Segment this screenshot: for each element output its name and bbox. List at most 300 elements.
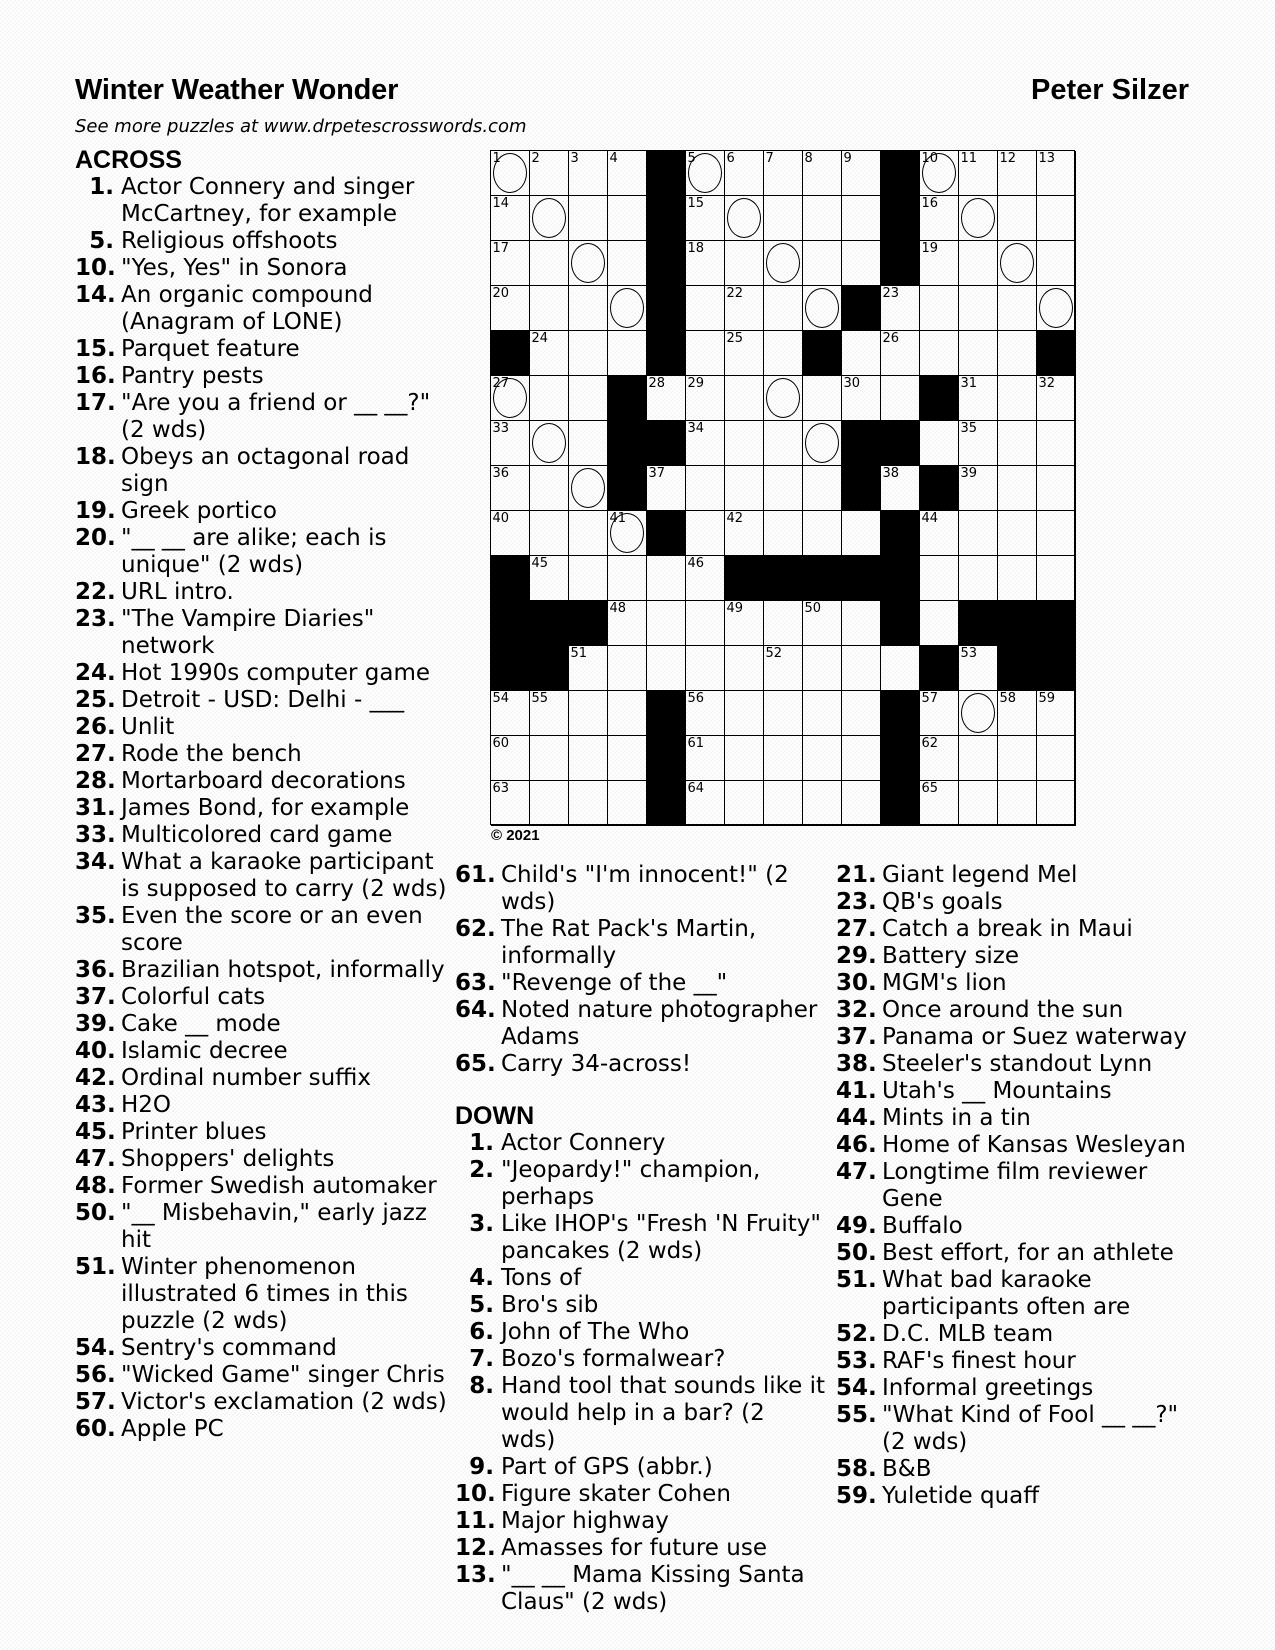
across-clue bbox=[75, 822, 447, 849]
grid-cell[interactable] bbox=[920, 511, 960, 557]
grid-cell[interactable] bbox=[920, 421, 960, 467]
grid-cell[interactable] bbox=[842, 241, 882, 287]
grid-cell[interactable] bbox=[920, 781, 960, 827]
black-square bbox=[881, 781, 921, 827]
grid-cell[interactable] bbox=[764, 286, 804, 332]
grid-cell[interactable] bbox=[959, 151, 999, 197]
grid-cell[interactable] bbox=[1037, 466, 1077, 512]
clue-text: Hand tool that sounds like it would help in a bar? (2 wds) bbox=[501, 1373, 826, 1453]
grid-cell[interactable] bbox=[959, 286, 999, 332]
grid-cell[interactable] bbox=[569, 646, 609, 692]
grid-cell[interactable] bbox=[881, 466, 921, 512]
clue-text: Islamic decree bbox=[121, 1038, 288, 1064]
clue-number: 29. bbox=[836, 943, 877, 969]
grid-cell[interactable] bbox=[1037, 556, 1077, 602]
clue-number: 9. bbox=[469, 1454, 494, 1480]
clue-number: 5. bbox=[89, 228, 114, 254]
grid-cell[interactable] bbox=[491, 781, 531, 827]
grid-cell[interactable] bbox=[569, 331, 609, 377]
clue-number: 6. bbox=[469, 1319, 494, 1345]
down-clue bbox=[836, 997, 1196, 1024]
across-clue bbox=[75, 525, 447, 579]
grid-cell[interactable] bbox=[530, 511, 570, 557]
down-clue bbox=[836, 1213, 1196, 1240]
grid-cell[interactable] bbox=[842, 331, 882, 377]
down-clue bbox=[836, 970, 1196, 997]
grid-cell[interactable] bbox=[491, 511, 531, 557]
grid-cell[interactable] bbox=[569, 511, 609, 557]
grid-cell[interactable] bbox=[842, 736, 882, 782]
down-clue bbox=[455, 1292, 825, 1319]
cell-number: 12 bbox=[999, 150, 1017, 166]
grid-cell[interactable] bbox=[803, 196, 843, 242]
clue-text: Multicolored card game bbox=[121, 822, 393, 848]
grid-cell[interactable] bbox=[530, 466, 570, 512]
grid-cell[interactable] bbox=[686, 151, 726, 197]
clue-number: 55. bbox=[836, 1402, 877, 1428]
grid-cell[interactable] bbox=[959, 196, 999, 242]
black-square bbox=[647, 331, 687, 377]
grid-cell[interactable] bbox=[530, 196, 570, 242]
grid-cell[interactable] bbox=[647, 466, 687, 512]
grid-cell[interactable] bbox=[803, 781, 843, 827]
grid-cell[interactable] bbox=[842, 151, 882, 197]
clue-number: 42. bbox=[75, 1065, 116, 1091]
grid-cell[interactable] bbox=[803, 376, 843, 422]
black-square bbox=[764, 556, 804, 602]
black-square bbox=[491, 646, 531, 692]
grid-cell[interactable] bbox=[725, 196, 765, 242]
snowflake-circle bbox=[961, 693, 996, 734]
clue-number: 11. bbox=[455, 1508, 496, 1534]
grid-cell[interactable] bbox=[1037, 781, 1077, 827]
clue-text: Best effort, for an athlete bbox=[882, 1240, 1174, 1266]
clue-number: 16. bbox=[75, 363, 116, 389]
grid-cell[interactable] bbox=[725, 781, 765, 827]
cell-number: 63 bbox=[492, 780, 510, 796]
grid-cell[interactable] bbox=[491, 421, 531, 467]
grid-cell[interactable] bbox=[959, 691, 999, 737]
grid-cell[interactable] bbox=[764, 241, 804, 287]
grid-cell[interactable] bbox=[998, 556, 1038, 602]
grid-cell[interactable] bbox=[491, 151, 531, 197]
grid-cell[interactable] bbox=[920, 331, 960, 377]
grid-cell[interactable] bbox=[608, 601, 648, 647]
across-clue bbox=[75, 687, 447, 714]
grid-cell[interactable] bbox=[647, 556, 687, 602]
clue-text: Informal greetings bbox=[882, 1375, 1094, 1401]
grid-cell[interactable] bbox=[530, 556, 570, 602]
grid-cell[interactable] bbox=[803, 736, 843, 782]
clue-text: "The Vampire Diaries" network bbox=[121, 606, 375, 659]
grid-cell[interactable] bbox=[764, 646, 804, 692]
grid-cell[interactable] bbox=[608, 781, 648, 827]
cell-number: 21 bbox=[648, 285, 666, 301]
grid-cell[interactable] bbox=[686, 736, 726, 782]
clue-text: Unlit bbox=[121, 714, 175, 740]
grid-cell[interactable] bbox=[530, 286, 570, 332]
clue-text: H2O bbox=[121, 1092, 172, 1118]
cell-number: 65 bbox=[921, 780, 939, 796]
clue-number: 21. bbox=[836, 862, 877, 888]
clue-number: 45. bbox=[75, 1119, 116, 1145]
grid-cell[interactable] bbox=[491, 736, 531, 782]
grid-cell[interactable] bbox=[608, 736, 648, 782]
clue-text: D.C. MLB team bbox=[882, 1321, 1054, 1347]
cell-number: 14 bbox=[492, 195, 510, 211]
grid-cell[interactable] bbox=[920, 151, 960, 197]
across-clue bbox=[75, 255, 447, 282]
middle-clues-column bbox=[455, 862, 825, 1616]
grid-cell[interactable] bbox=[608, 511, 648, 557]
cell-number: 32 bbox=[1038, 375, 1056, 391]
grid-cell[interactable] bbox=[764, 781, 804, 827]
grid-cell[interactable] bbox=[725, 286, 765, 332]
grid-cell[interactable] bbox=[764, 151, 804, 197]
grid-cell[interactable] bbox=[686, 241, 726, 287]
grid-cell[interactable] bbox=[998, 691, 1038, 737]
across-clue bbox=[75, 390, 447, 444]
grid-cell[interactable] bbox=[569, 556, 609, 602]
cell-number: 27 bbox=[492, 375, 510, 391]
grid-cell[interactable] bbox=[920, 736, 960, 782]
grid-cell[interactable] bbox=[842, 376, 882, 422]
clue-number: 38. bbox=[836, 1051, 877, 1077]
grid-cell[interactable] bbox=[725, 691, 765, 737]
grid-cell[interactable] bbox=[530, 376, 570, 422]
clue-text: "__ Misbehavin," early jazz hit bbox=[121, 1200, 427, 1253]
clue-text: "Yes, Yes" in Sonora bbox=[121, 255, 348, 281]
grid-cell[interactable] bbox=[1037, 511, 1077, 557]
grid-cell[interactable] bbox=[608, 331, 648, 377]
clue-text: Even the score or an even score bbox=[121, 903, 423, 956]
black-square bbox=[530, 601, 570, 647]
clue-text: Once around the sun bbox=[882, 997, 1124, 1023]
grid-cell[interactable] bbox=[803, 601, 843, 647]
grid-cell[interactable] bbox=[1037, 691, 1077, 737]
black-square bbox=[842, 466, 882, 512]
clue-text: Apple PC bbox=[121, 1416, 224, 1442]
puzzle-author: Peter Silzer bbox=[1031, 74, 1189, 106]
grid-cell[interactable] bbox=[725, 601, 765, 647]
grid-cell[interactable] bbox=[803, 421, 843, 467]
black-square bbox=[1037, 646, 1077, 692]
grid-cell[interactable] bbox=[686, 286, 726, 332]
grid-cell[interactable] bbox=[686, 691, 726, 737]
grid-cell[interactable] bbox=[764, 376, 804, 422]
down-clue bbox=[836, 1078, 1196, 1105]
grid-cell[interactable] bbox=[803, 151, 843, 197]
clue-number: 28. bbox=[75, 768, 116, 794]
grid-cell[interactable] bbox=[920, 556, 960, 602]
grid-cell[interactable] bbox=[725, 331, 765, 377]
grid-cell[interactable] bbox=[725, 421, 765, 467]
grid-cell[interactable] bbox=[842, 511, 882, 557]
grid-cell[interactable] bbox=[491, 286, 531, 332]
clue-text: Giant legend Mel bbox=[882, 862, 1078, 888]
grid-cell[interactable] bbox=[491, 241, 531, 287]
grid-cell[interactable] bbox=[608, 646, 648, 692]
grid-cell[interactable] bbox=[686, 421, 726, 467]
grid-cell[interactable] bbox=[803, 646, 843, 692]
across-clue bbox=[75, 714, 447, 741]
grid-cell[interactable] bbox=[686, 196, 726, 242]
clue-text: Mints in a tin bbox=[882, 1105, 1031, 1131]
down-clue bbox=[836, 1456, 1196, 1483]
grid-cell[interactable] bbox=[530, 691, 570, 737]
grid-cell[interactable] bbox=[842, 781, 882, 827]
grid-cell[interactable] bbox=[764, 736, 804, 782]
down-clue bbox=[836, 1348, 1196, 1375]
clue-number: 60. bbox=[75, 1416, 116, 1442]
grid-cell[interactable] bbox=[803, 511, 843, 557]
grid-cell[interactable] bbox=[764, 691, 804, 737]
grid-cell[interactable] bbox=[920, 241, 960, 287]
clue-text: Like IHOP's "Fresh 'N Fruity" pancakes (2 wds) bbox=[501, 1211, 821, 1264]
clue-text: Longtime film reviewer Gene bbox=[882, 1159, 1148, 1212]
grid-cell[interactable] bbox=[569, 196, 609, 242]
clue-text: B&B bbox=[882, 1456, 932, 1482]
grid-cell[interactable] bbox=[530, 781, 570, 827]
grid-cell[interactable] bbox=[764, 511, 804, 557]
down-clue bbox=[836, 1483, 1196, 1510]
grid-cell[interactable] bbox=[803, 466, 843, 512]
grid-cell[interactable] bbox=[764, 421, 804, 467]
black-square bbox=[1037, 331, 1077, 377]
black-square bbox=[491, 601, 531, 647]
grid-cell[interactable] bbox=[959, 646, 999, 692]
grid-cell[interactable] bbox=[803, 286, 843, 332]
grid-cell[interactable] bbox=[959, 781, 999, 827]
grid-cell[interactable] bbox=[530, 421, 570, 467]
clue-number: 41. bbox=[836, 1078, 877, 1104]
grid-cell[interactable] bbox=[725, 736, 765, 782]
clue-number: 49. bbox=[836, 1213, 877, 1239]
grid-cell[interactable] bbox=[998, 331, 1038, 377]
cell-number: 9 bbox=[843, 150, 852, 166]
grid-cell[interactable] bbox=[842, 691, 882, 737]
grid-cell[interactable] bbox=[530, 151, 570, 197]
grid-cell[interactable] bbox=[803, 241, 843, 287]
clue-number: 34. bbox=[75, 849, 116, 875]
grid-cell[interactable] bbox=[959, 736, 999, 782]
grid-cell[interactable] bbox=[608, 151, 648, 197]
grid-cell[interactable] bbox=[959, 376, 999, 422]
clue-text: Bro's sib bbox=[501, 1292, 599, 1318]
grid-cell[interactable] bbox=[725, 241, 765, 287]
cell-number: 52 bbox=[765, 645, 783, 661]
grid-cell[interactable] bbox=[920, 196, 960, 242]
clue-number: 10. bbox=[75, 255, 116, 281]
grid-cell[interactable] bbox=[998, 511, 1038, 557]
clue-text: QB's goals bbox=[882, 889, 1003, 915]
clue-number: 37. bbox=[75, 984, 116, 1010]
grid-cell[interactable] bbox=[686, 511, 726, 557]
grid-cell[interactable] bbox=[491, 691, 531, 737]
clue-number: 57. bbox=[75, 1389, 116, 1415]
puzzle-title: Winter Weather Wonder bbox=[75, 74, 399, 106]
cell-number: 36 bbox=[492, 465, 510, 481]
clue-text: Detroit - USD: Delhi - ___ bbox=[121, 687, 405, 713]
grid-cell[interactable] bbox=[569, 466, 609, 512]
black-square bbox=[530, 646, 570, 692]
cell-number: 25 bbox=[726, 330, 744, 346]
grid-cell[interactable] bbox=[569, 691, 609, 737]
grid-cell[interactable] bbox=[881, 376, 921, 422]
clue-number: 33. bbox=[75, 822, 116, 848]
grid-cell[interactable] bbox=[725, 151, 765, 197]
grid-cell[interactable] bbox=[725, 646, 765, 692]
clue-number: 13. bbox=[455, 1562, 496, 1588]
grid-cell[interactable] bbox=[959, 466, 999, 512]
right-clues-column bbox=[836, 862, 1196, 1510]
grid-cell[interactable] bbox=[881, 646, 921, 692]
clue-number: 39. bbox=[75, 1011, 116, 1037]
clue-text: Yuletide quaff bbox=[882, 1483, 1040, 1509]
cell-number: 10 bbox=[921, 150, 939, 166]
across-clue bbox=[75, 579, 447, 606]
grid-cell[interactable] bbox=[1037, 421, 1077, 467]
grid-cell[interactable] bbox=[998, 781, 1038, 827]
grid-cell[interactable] bbox=[686, 376, 726, 422]
clue-number: 53. bbox=[836, 1348, 877, 1374]
grid-cell[interactable] bbox=[608, 556, 648, 602]
cell-number: 60 bbox=[492, 735, 510, 751]
grid-cell[interactable] bbox=[725, 466, 765, 512]
clue-number: 1. bbox=[89, 174, 114, 200]
grid-cell[interactable] bbox=[998, 151, 1038, 197]
clue-text: Printer blues bbox=[121, 1119, 267, 1145]
clue-number: 59. bbox=[836, 1483, 877, 1509]
grid-cell[interactable] bbox=[1037, 196, 1077, 242]
clue-number: 50. bbox=[836, 1240, 877, 1266]
grid-cell[interactable] bbox=[998, 421, 1038, 467]
grid-cell[interactable] bbox=[998, 241, 1038, 287]
grid-cell[interactable] bbox=[530, 331, 570, 377]
grid-cell[interactable] bbox=[998, 736, 1038, 782]
grid-cell[interactable] bbox=[959, 241, 999, 287]
grid-cell[interactable] bbox=[569, 736, 609, 782]
grid-cell[interactable] bbox=[530, 241, 570, 287]
clue-text: Winter phenomenon illustrated 6 times in this puzzle (2 wds) bbox=[121, 1254, 408, 1334]
black-square bbox=[881, 421, 921, 467]
grid-cell[interactable] bbox=[569, 286, 609, 332]
cell-number: 33 bbox=[492, 420, 510, 436]
clue-text: Pantry pests bbox=[121, 363, 264, 389]
down-clue bbox=[836, 1105, 1196, 1132]
clue-text: What a karaoke participant is supposed to carry (2 wds) bbox=[121, 849, 447, 902]
grid-cell[interactable] bbox=[569, 241, 609, 287]
black-square bbox=[842, 421, 882, 467]
grid-cell[interactable] bbox=[725, 511, 765, 557]
grid-cell[interactable] bbox=[998, 286, 1038, 332]
grid-cell[interactable] bbox=[647, 601, 687, 647]
grid-cell[interactable] bbox=[803, 691, 843, 737]
grid-cell[interactable] bbox=[842, 601, 882, 647]
grid-cell[interactable] bbox=[608, 196, 648, 242]
clue-number: 43. bbox=[75, 1092, 116, 1118]
black-square bbox=[647, 196, 687, 242]
grid-cell[interactable] bbox=[842, 646, 882, 692]
grid-cell[interactable] bbox=[881, 286, 921, 332]
grid-cell[interactable] bbox=[764, 601, 804, 647]
black-square bbox=[881, 556, 921, 602]
grid-cell[interactable] bbox=[998, 196, 1038, 242]
grid-cell[interactable] bbox=[686, 556, 726, 602]
grid-cell[interactable] bbox=[959, 511, 999, 557]
grid-cell[interactable] bbox=[686, 466, 726, 512]
cell-number: 58 bbox=[999, 690, 1017, 706]
grid-cell[interactable] bbox=[998, 376, 1038, 422]
black-square bbox=[569, 601, 609, 647]
across-clue bbox=[75, 606, 447, 660]
across-clue bbox=[75, 1173, 447, 1200]
grid-cell[interactable] bbox=[530, 736, 570, 782]
grid-cell[interactable] bbox=[1037, 286, 1077, 332]
grid-cell[interactable] bbox=[959, 331, 999, 377]
grid-cell[interactable] bbox=[569, 151, 609, 197]
grid-cell[interactable] bbox=[647, 646, 687, 692]
grid-cell[interactable] bbox=[959, 421, 999, 467]
grid-cell[interactable] bbox=[920, 286, 960, 332]
grid-cell[interactable] bbox=[569, 421, 609, 467]
cell-number: 55 bbox=[531, 690, 549, 706]
grid-cell[interactable] bbox=[569, 376, 609, 422]
clue-number: 36. bbox=[75, 957, 116, 983]
grid-cell[interactable] bbox=[1037, 376, 1077, 422]
grid-cell[interactable] bbox=[686, 331, 726, 377]
down-clue bbox=[455, 1373, 825, 1454]
grid-cell[interactable] bbox=[764, 466, 804, 512]
grid-cell[interactable] bbox=[764, 331, 804, 377]
clue-number: 1. bbox=[469, 1130, 494, 1156]
grid-cell[interactable] bbox=[569, 781, 609, 827]
grid-cell[interactable] bbox=[491, 196, 531, 242]
black-square bbox=[881, 511, 921, 557]
grid-cell[interactable] bbox=[608, 691, 648, 737]
grid-cell[interactable] bbox=[1037, 241, 1077, 287]
grid-cell[interactable] bbox=[1037, 736, 1077, 782]
grid-cell[interactable] bbox=[920, 691, 960, 737]
grid-cell[interactable] bbox=[959, 556, 999, 602]
snowflake-circle bbox=[727, 198, 762, 239]
grid-cell[interactable] bbox=[686, 601, 726, 647]
snowflake-circle bbox=[532, 198, 567, 239]
grid-cell[interactable] bbox=[725, 376, 765, 422]
grid-cell[interactable] bbox=[764, 196, 804, 242]
grid-cell[interactable] bbox=[1037, 151, 1077, 197]
black-square bbox=[491, 331, 531, 377]
grid-cell[interactable] bbox=[920, 601, 960, 647]
cell-number: 1 bbox=[492, 150, 501, 166]
snowflake-circle bbox=[805, 423, 840, 464]
cell-number: 46 bbox=[687, 555, 705, 571]
grid-cell[interactable] bbox=[608, 241, 648, 287]
clue-text: "__ __ are alike; each is unique" (2 wds) bbox=[121, 525, 387, 578]
grid-cell[interactable] bbox=[647, 376, 687, 422]
clue-number: 15. bbox=[75, 336, 116, 362]
grid-cell[interactable] bbox=[686, 781, 726, 827]
grid-cell[interactable] bbox=[881, 331, 921, 377]
grid-cell[interactable] bbox=[842, 196, 882, 242]
clue-number: 23. bbox=[75, 606, 116, 632]
grid-cell[interactable] bbox=[491, 376, 531, 422]
grid-cell[interactable] bbox=[686, 646, 726, 692]
grid-cell[interactable] bbox=[608, 286, 648, 332]
grid-cell[interactable] bbox=[998, 466, 1038, 512]
grid-cell[interactable] bbox=[491, 466, 531, 512]
black-square bbox=[491, 556, 531, 602]
